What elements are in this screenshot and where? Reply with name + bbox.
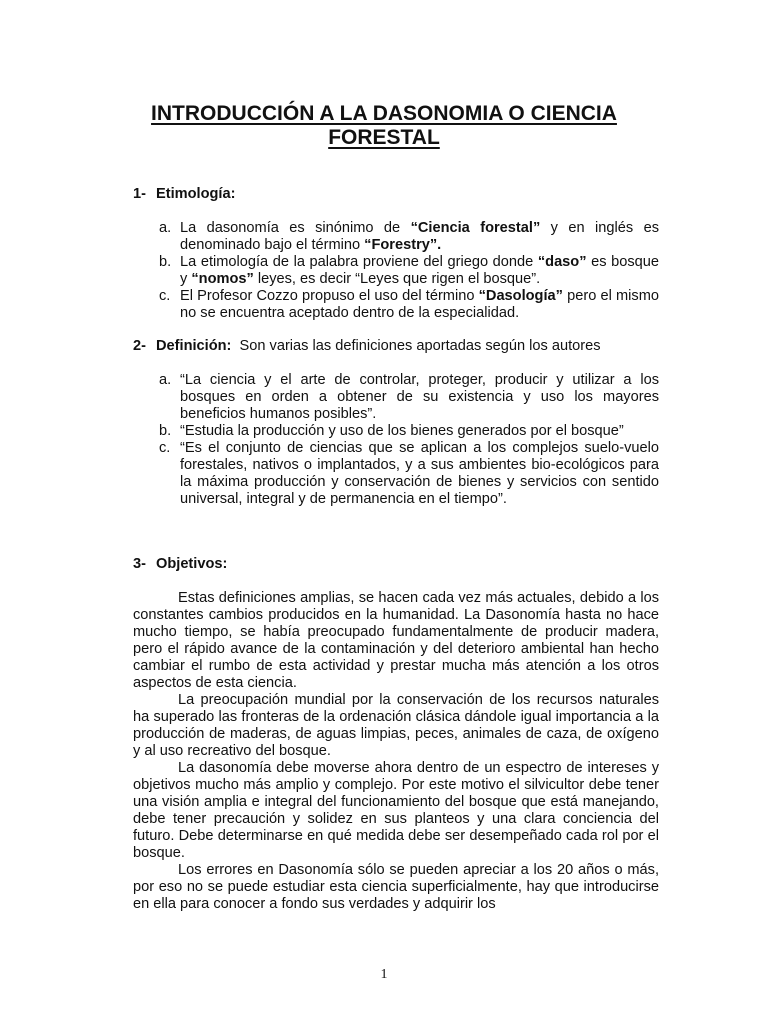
section-number: 3- <box>133 556 146 572</box>
item-bold-term: “daso” <box>537 254 587 270</box>
title-line-2: FORESTAL <box>328 126 440 149</box>
list-item <box>159 254 660 288</box>
section-1-heading <box>133 186 235 203</box>
paragraph: Los errores en Dasonomía sólo se pueden apreciar a los 20 años o más, por eso no se puede estudiar esta ciencia superficialmente, hay que introducirse en ella para conocer a fondo sus verdades y adquirir los <box>133 862 659 912</box>
list-item <box>159 372 659 423</box>
section-3-heading <box>133 556 227 573</box>
section-1-list <box>159 220 660 322</box>
paragraph: La dasonomía debe moverse ahora dentro de un espectro de intereses y objetivos mucho más amplio y complejo. Por este motivo el silvicultor debe tener una visión amplia e integral del funcionamiento del bosque que está manejando, debe tener precaución y solidez en sus planteos y una clara conciencia del futuro. Debe determinarse en qué medida debe ser desempeñado cada rol por el bosque. <box>133 760 659 861</box>
document-title <box>110 102 658 150</box>
list-marker: c. <box>159 288 171 304</box>
item-bold-term: “nomos” <box>191 271 254 287</box>
section-intro: Son varias las definiciones aportadas según los autores <box>239 338 601 354</box>
item-text: pero el mismo no se encuentra aceptado dentro de la especialidad. <box>180 288 659 321</box>
section-number: 1- <box>133 186 146 202</box>
list-marker: b. <box>159 254 172 270</box>
list-item <box>159 288 659 322</box>
section-3-body <box>133 590 659 913</box>
page-number: 1 <box>380 967 388 982</box>
list-item <box>159 423 659 440</box>
item-text: El Profesor Cozzo propuso el uso del término <box>180 288 479 304</box>
paragraph: Estas definiciones amplias, se hacen cada vez más actuales, debido a los constantes cambios producidos en la humanidad. La Dasonomía hasta no hace mucho tiempo, se había preocupado fundamentalmente de producir madera, pero el rápido avance de la contaminación y del deterioro ambiental han hecho cambiar el rumbo de esta actividad y prestar mucha más atención a los otros aspectos de esta ciencia. <box>133 590 659 691</box>
paragraph: La preocupación mundial por la conservación de los recursos naturales ha superado las fronteras de la ordenación clásica dándole igual importancia a la producción de maderas, de aguas limpias, peces, animales de caza, de oxígeno y al uso recreativo del bosque. <box>133 692 659 759</box>
item-text: “Es el conjunto de ciencias que se aplican a los complejos suelo-vuelo forestales, nativos o implantados, y a sus ambientes bio-ecológicos para la máxima producción y conservación de bienes y servicios con sentido universal, integral y de permanencia en el tiempo”. <box>180 440 659 507</box>
section-number: 2- <box>133 338 146 354</box>
item-text: es bosque y <box>180 254 660 287</box>
section-title: Objetivos: <box>156 556 228 572</box>
item-bold-term: “Dasología” <box>478 288 563 304</box>
section-2-list <box>159 372 659 508</box>
list-marker: b. <box>159 423 172 439</box>
item-bold-term: “Ciencia forestal” <box>410 220 541 236</box>
section-title: Definición: <box>156 338 232 354</box>
item-text: leyes, es decir “Leyes que rigen el bosque”. <box>253 271 541 287</box>
item-text: La etimología de la palabra proviene del griego donde <box>180 254 538 270</box>
list-item <box>159 440 659 508</box>
item-text: y en inglés es denominado bajo el término <box>180 220 660 253</box>
item-text: La dasonomía es sinónimo de <box>180 220 411 236</box>
section-2-heading <box>133 338 601 355</box>
item-text: “Estudia la producción y uso de los bienes generados por el bosque” <box>180 423 624 439</box>
title-line-1: INTRODUCCIÓN A LA DASONOMIA O CIENCIA <box>151 102 617 125</box>
section-title: Etimología: <box>156 186 236 202</box>
item-text: “La ciencia y el arte de controlar, proteger, producir y utilizar a los bosques en orden a obtener de su existencia y uso los mayores beneficios humanos posibles”. <box>180 372 659 422</box>
list-marker: c. <box>159 440 171 456</box>
list-marker: a. <box>159 220 172 236</box>
list-marker: a. <box>159 372 172 388</box>
list-item <box>159 220 660 254</box>
item-bold-term: “Forestry”. <box>364 237 442 253</box>
